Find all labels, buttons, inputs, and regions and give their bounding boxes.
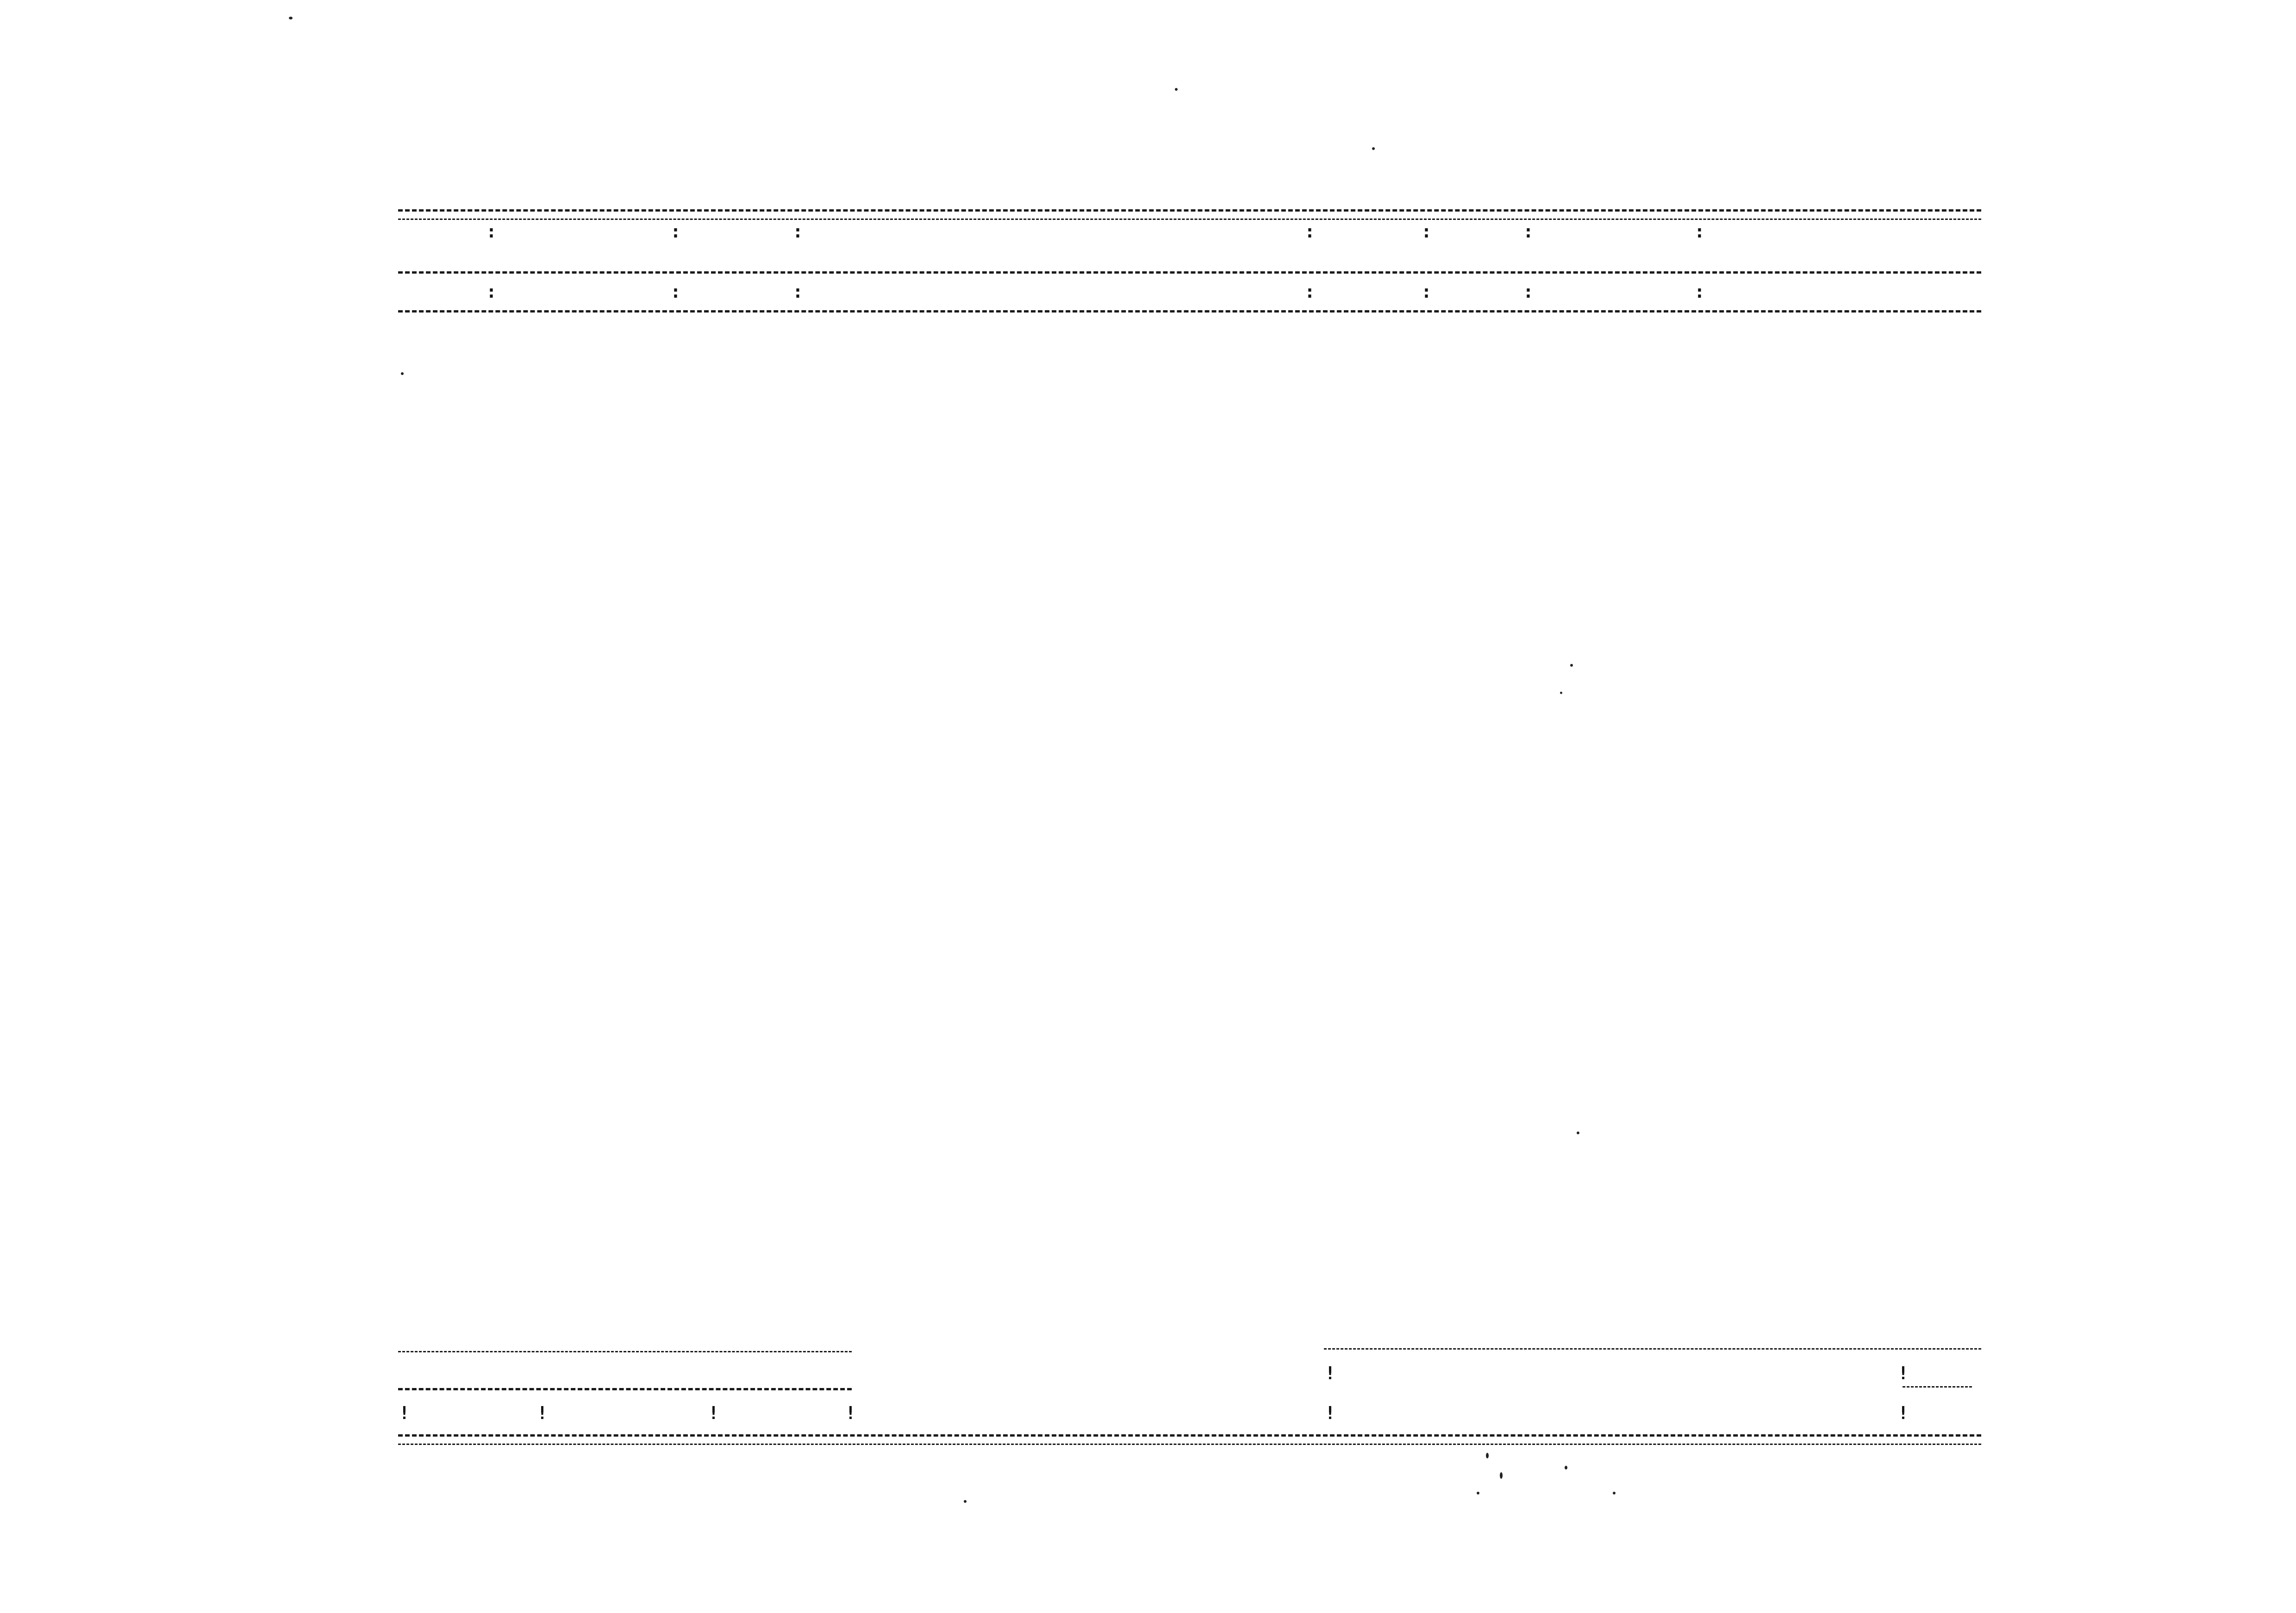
footer-separator: ! [708, 1403, 719, 1423]
col-separator: : [486, 221, 497, 242]
col-separator: : [670, 221, 681, 242]
scan-speck [1477, 1492, 1479, 1494]
footer-rule-bottom-inner [398, 1444, 1981, 1445]
footer-rule-left-top [398, 1351, 852, 1352]
col-separator: : [1304, 221, 1315, 242]
footer-separator: ! [1325, 1363, 1335, 1383]
footer-rule-left-middle [398, 1388, 852, 1390]
scan-speck [1372, 147, 1375, 150]
footer-separator: ! [399, 1403, 410, 1423]
header-rule-top-inner [398, 219, 1981, 220]
sheet-box-rule [1903, 1386, 1972, 1388]
col-separator: : [1304, 281, 1315, 302]
col-separator: : [1523, 221, 1534, 242]
scan-speck [401, 372, 404, 375]
footer-separator: ! [845, 1403, 856, 1423]
header-rule-top [398, 209, 1981, 212]
header-rule-bottom [398, 310, 1981, 313]
footer-separator: ! [1898, 1363, 1909, 1383]
col-separator: : [486, 281, 497, 302]
scan-speck [1565, 1466, 1567, 1469]
col-separator: : [792, 221, 803, 242]
footer-rule-right-top [1324, 1348, 1981, 1350]
scan-speck [1577, 1132, 1579, 1134]
scan-speck [289, 17, 293, 19]
scan-speck [1570, 664, 1573, 667]
footer-separator: ! [537, 1403, 548, 1423]
scan-speck [1175, 88, 1178, 91]
col-separator: : [792, 281, 803, 302]
col-separator: : [1421, 221, 1432, 242]
col-separator: : [670, 281, 681, 302]
scan-speck [1500, 1472, 1503, 1479]
col-separator: : [1694, 281, 1705, 302]
footer-separator: ! [1325, 1403, 1335, 1423]
scan-speck [964, 1500, 967, 1503]
footer-rule-bottom [398, 1434, 1981, 1437]
col-separator: : [1694, 221, 1705, 242]
scan-speck [1560, 692, 1562, 694]
col-separator: : [1421, 281, 1432, 302]
header-rule-middle [398, 271, 1981, 274]
col-separator: : [1523, 281, 1534, 302]
scan-speck [1486, 1453, 1489, 1458]
scan-speck [1613, 1492, 1616, 1494]
footer-separator: ! [1898, 1403, 1909, 1423]
